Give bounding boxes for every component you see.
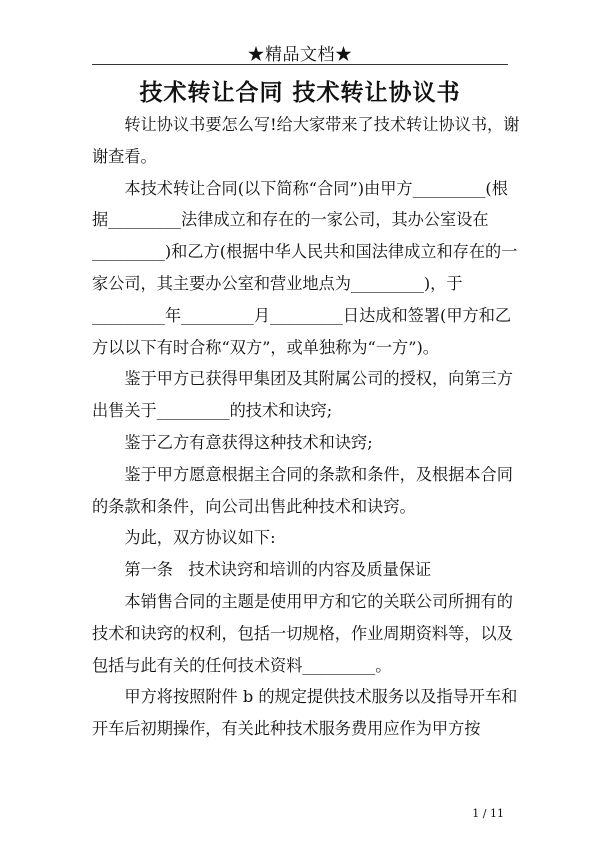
page-number: 1 / 11 bbox=[472, 807, 504, 820]
paragraph-intro: 转让协议书要怎么写!给大家带来了技术转让协议书，谢谢查看。 bbox=[92, 115, 520, 166]
paragraph-recital-1: 鉴于甲方已获得甲集团及其附属公司的授权，向第三方出售关于_________的技术和诀窍; bbox=[92, 369, 513, 421]
paragraph-parties: 本技术转让合同(以下简称“合同”)由甲方_________(根据_________法律成立和存在的一家公司，其办公室设在_________)和乙方(根据中华人民共和国法律成立和存在的一家公司，其主要办公室和营业地点为_________)，于_________年_________月_________日达成和签署(甲方和乙方以以下有时合称“双方”，或单独称为“一方”)。 bbox=[92, 178, 518, 357]
document-title: 技术转让合同 技术转让协议书 bbox=[139, 79, 461, 106]
paragraph-recital-3: 鉴于甲方愿意根据主合同的条款和条件，及根据本合同的条款和条件，向公司出售此种技术和诀窍。 bbox=[92, 464, 513, 516]
page-header-watermark: ★精品文档★ bbox=[247, 45, 353, 65]
paragraph-recital-2: 鉴于乙方有意获得这种技术和诀窍; bbox=[124, 432, 373, 452]
header-divider bbox=[92, 64, 508, 65]
article-1-heading: 第一条 技术诀窍和培训的内容及质量保证 bbox=[124, 560, 432, 580]
paragraph-agreement: 为此，双方协议如下: bbox=[124, 528, 276, 548]
paragraph-article-1-subject: 本销售合同的主题是使用甲方和它的关联公司所拥有的技术和诀窍的权利，包括一切规格，作业周期资料等，以及包括与此有关的任何技术资料_________。 bbox=[92, 591, 513, 675]
paragraph-article-1-services: 甲方将按照附件 b 的规定提供技术服务以及指导开车和开车后初期操作，有关此种技术服务费用应作为甲方按 bbox=[92, 687, 518, 739]
document-body bbox=[92, 109, 522, 745]
